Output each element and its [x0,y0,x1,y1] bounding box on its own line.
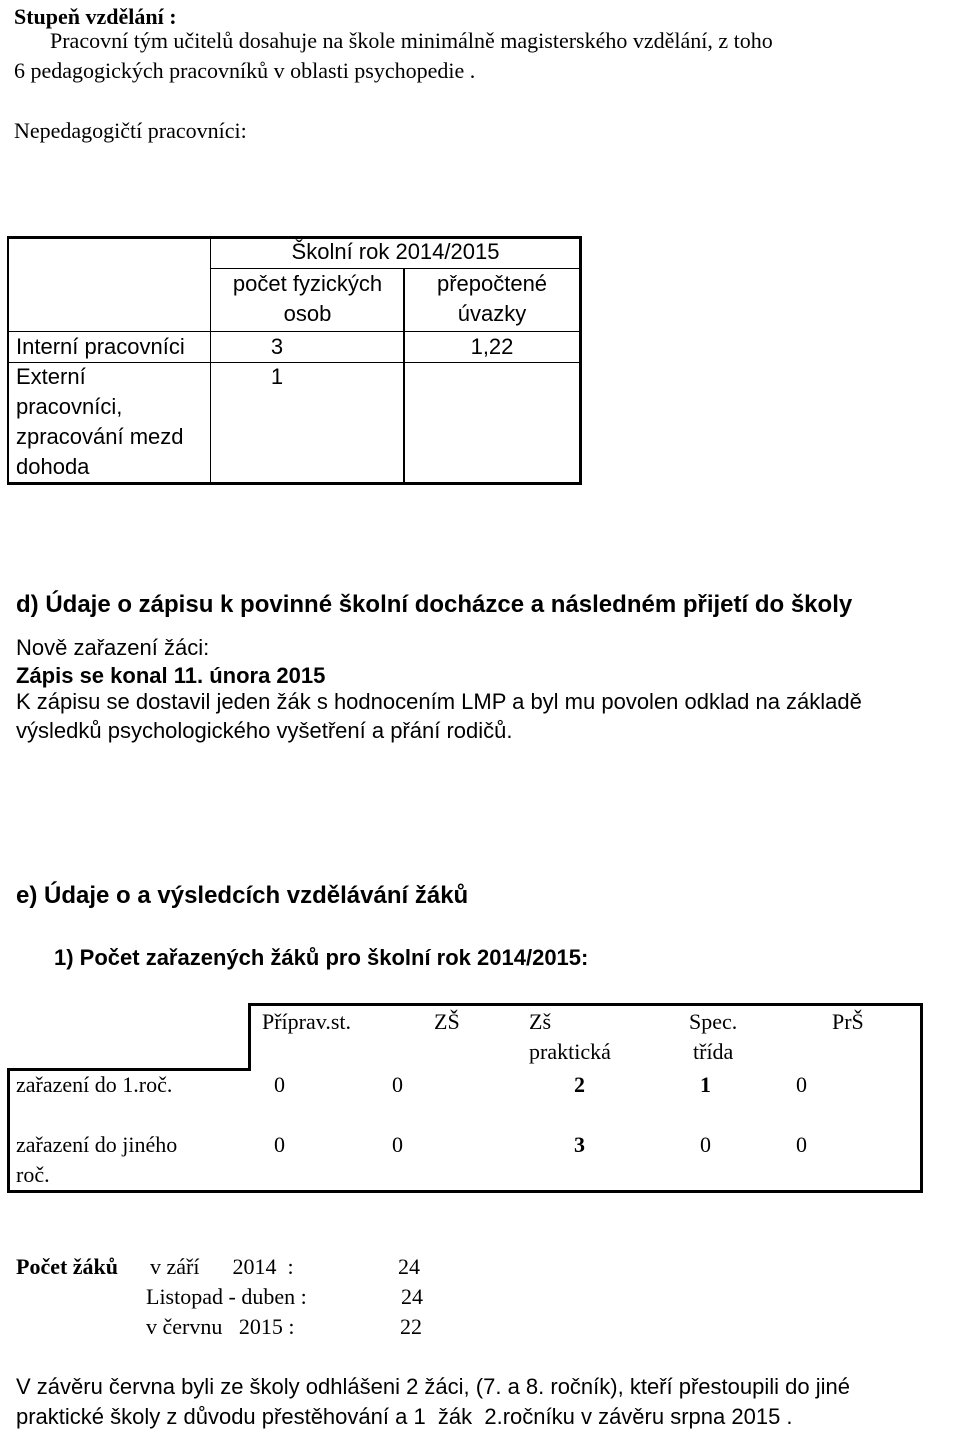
col-header-zs: ZŠ [434,1009,460,1034]
row1-special: 1 [700,1072,711,1097]
staff-row-internal-label: Interní pracovníci [16,334,185,359]
staff-row-external-label-line3: zpracování mezd [16,424,184,449]
staff-col-headcount-line1: počet fyzických [232,271,383,296]
row2-label-line2: roč. [16,1162,50,1187]
enrollment-heading: d) Údaje o zápisu k povinné školní docházce a následném přijetí do školy [16,591,853,618]
staff-col-fte-line1: přepočtené [436,271,548,296]
education-text-line1: Pracovní tým učitelů dosahuje na škole minimálně magisterského vzdělání, z toho [50,28,773,53]
results-heading: e) Údaje o a výsledcích vzdělávání žáků [16,882,469,909]
new-students-label: Nově zařazení žáci: [16,635,210,660]
row2-prs: 0 [796,1132,807,1157]
row2-zs-practical: 3 [574,1132,585,1157]
staff-row-external-label-line1: Externí [16,364,86,389]
staff-row-external-label-line2: pracovníci, [16,394,123,419]
row1-zs: 0 [392,1072,403,1097]
closing-text-line1: V závěru června byli ze školy odhlášeni 2 žáci, (7. a 8. ročník), kteří přestoupili do jiné [16,1374,850,1399]
staff-col-headcount-line2: osob [283,301,332,326]
row1-label: zařazení do 1.roč. [16,1072,173,1097]
col-header-prs: PrŠ [832,1009,864,1034]
count-value-nov-apr: 24 [401,1284,423,1309]
row1-prs: 0 [796,1072,807,1097]
closing-text-line2: praktické školy z důvodu přestěhování a 1 žák 2.ročníku v závěru srpna 2015 . [16,1404,793,1429]
col-header-zs-practical-line1: Zš [529,1009,551,1034]
row1-prep: 0 [274,1072,285,1097]
col-header-special-line1: Spec. [689,1009,738,1034]
count-period-june: v červnu 2015 : [146,1314,295,1339]
education-text-line2: 6 pedagogických pracovníků v oblasti psychopedie . [14,58,476,83]
enrollment-text-line2: výsledků psychologického vyšetření a přání rodičů. [16,718,513,743]
staff-row-internal-count: 3 [270,334,284,359]
student-count-label: Počet žáků [16,1254,119,1279]
staff-row-external-label-line4: dohoda [16,454,90,479]
results-subheading: 1) Počet zařazených žáků pro školní rok 2014/2015: [54,945,589,970]
row2-prep: 0 [274,1132,285,1157]
staff-row-internal-fte: 1,22 [470,334,514,359]
education-heading: Stupeň vzdělání : [14,4,177,29]
count-value-september: 24 [398,1254,420,1279]
enrollment-date: Zápis se konal 11. února 2015 [16,663,326,688]
staff-table-year: Školní rok 2014/2015 [291,239,500,264]
staff-row-external-count: 1 [270,364,284,389]
col-header-prep: Příprav.st. [262,1009,352,1034]
col-header-special-line2: třída [693,1039,734,1064]
count-period-september: v září 2014 : [150,1254,294,1279]
row2-zs: 0 [392,1132,403,1157]
staff-col-fte-line2: úvazky [457,301,527,326]
row1-zs-practical: 2 [574,1072,585,1097]
enrollment-text-line1: K zápisu se dostavil jeden žák s hodnocením LMP a byl mu povolen odklad na základě [16,689,862,714]
count-period-nov-apr: Listopad - duben : [146,1284,307,1309]
col-header-zs-practical-line2: praktická [529,1039,611,1064]
count-value-june: 22 [400,1314,422,1339]
row2-special: 0 [700,1132,711,1157]
row2-label-line1: zařazení do jiného [16,1132,178,1157]
nonteaching-staff-heading: Nepedagogičtí pracovníci: [14,118,247,143]
